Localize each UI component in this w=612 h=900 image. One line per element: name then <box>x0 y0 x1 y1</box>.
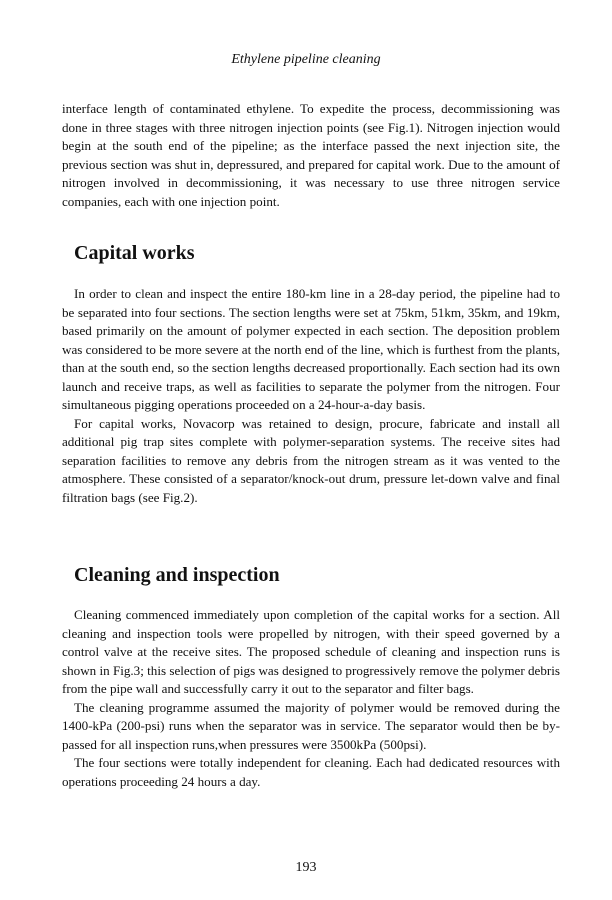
cleaning-paragraph-3: The four sections were totally independent for cleaning. Each had dedicated resources with operations proceeding 24 hours a day. <box>62 755 560 789</box>
intro-text-block <box>62 100 560 211</box>
intro-paragraph: interface length of contaminated ethylene. To expedite the process, decommissioning was done in three stages with three nitrogen injection points (see Fig.1). Nitrogen injection would begin at the south end of the pipeline; as the interface passed the next injection site, the previous section was shut in, depressured, and prepared for capital work. Due to the amount of nitrogen involved in decommissioning, it was necessary to use three nitrogen service companies, each with one injection point. <box>62 101 560 209</box>
page-number: 193 <box>295 860 317 875</box>
running-head: Ethylene pipeline cleaning <box>231 52 381 67</box>
cleaning-inspection-body <box>62 606 560 791</box>
cleaning-paragraph-2: The cleaning programme assumed the majority of polymer would be removed during the 1400-kPa (200-psi) runs when the separator was in service. The separator would then be by-passed for all inspection runs,when pressures were 3500kPa (500psi). <box>62 699 560 752</box>
cleaning-inspection-heading: Cleaning and inspection <box>74 564 280 586</box>
capital-works-heading: Capital works <box>74 242 195 264</box>
capital-works-paragraph-1: In order to clean and inspect the entire 180-km line in a 28-day period, the pipeline had to be separated into four sections. The section lengths were set at 75km, 51km, 35km, and 19km, based primarily on the amount of polymer expected in each section. The deposition problem was considered to be more severe at the north end of the line, which is furthest from the plants, than at the south end, so the section lengths decreased proportionally. Each section had its own launch and receive traps, as well as facilities to separate the polymer from the nitrogen. Four simultaneous pigging operations proceeded on a 24-hour-a-day basis. <box>62 286 560 412</box>
capital-works-body <box>62 285 560 507</box>
cleaning-paragraph-1: Cleaning commenced immediately upon completion of the capital works for a section. All cleaning and inspection tools were propelled by nitrogen, with their speed governed by a control valve at the receive sites. The proposed schedule of cleaning and inspection runs is shown in Fig.3; this selection of pigs was designed to progressively remove the polymer debris from the pipe wall and successfully carry it out to the separator and filter bags. <box>62 607 560 696</box>
capital-works-paragraph-2: For capital works, Novacorp was retained to design, procure, fabricate and install all additional pig trap sites complete with polymer-separation systems. The receive sites had separation facilities to remove any debris from the nitrogen stream as it was vented to the atmosphere. These consisted of a separator/knock-out drum, pressure let-down valve and final filtration bags (see Fig.2). <box>62 415 560 505</box>
